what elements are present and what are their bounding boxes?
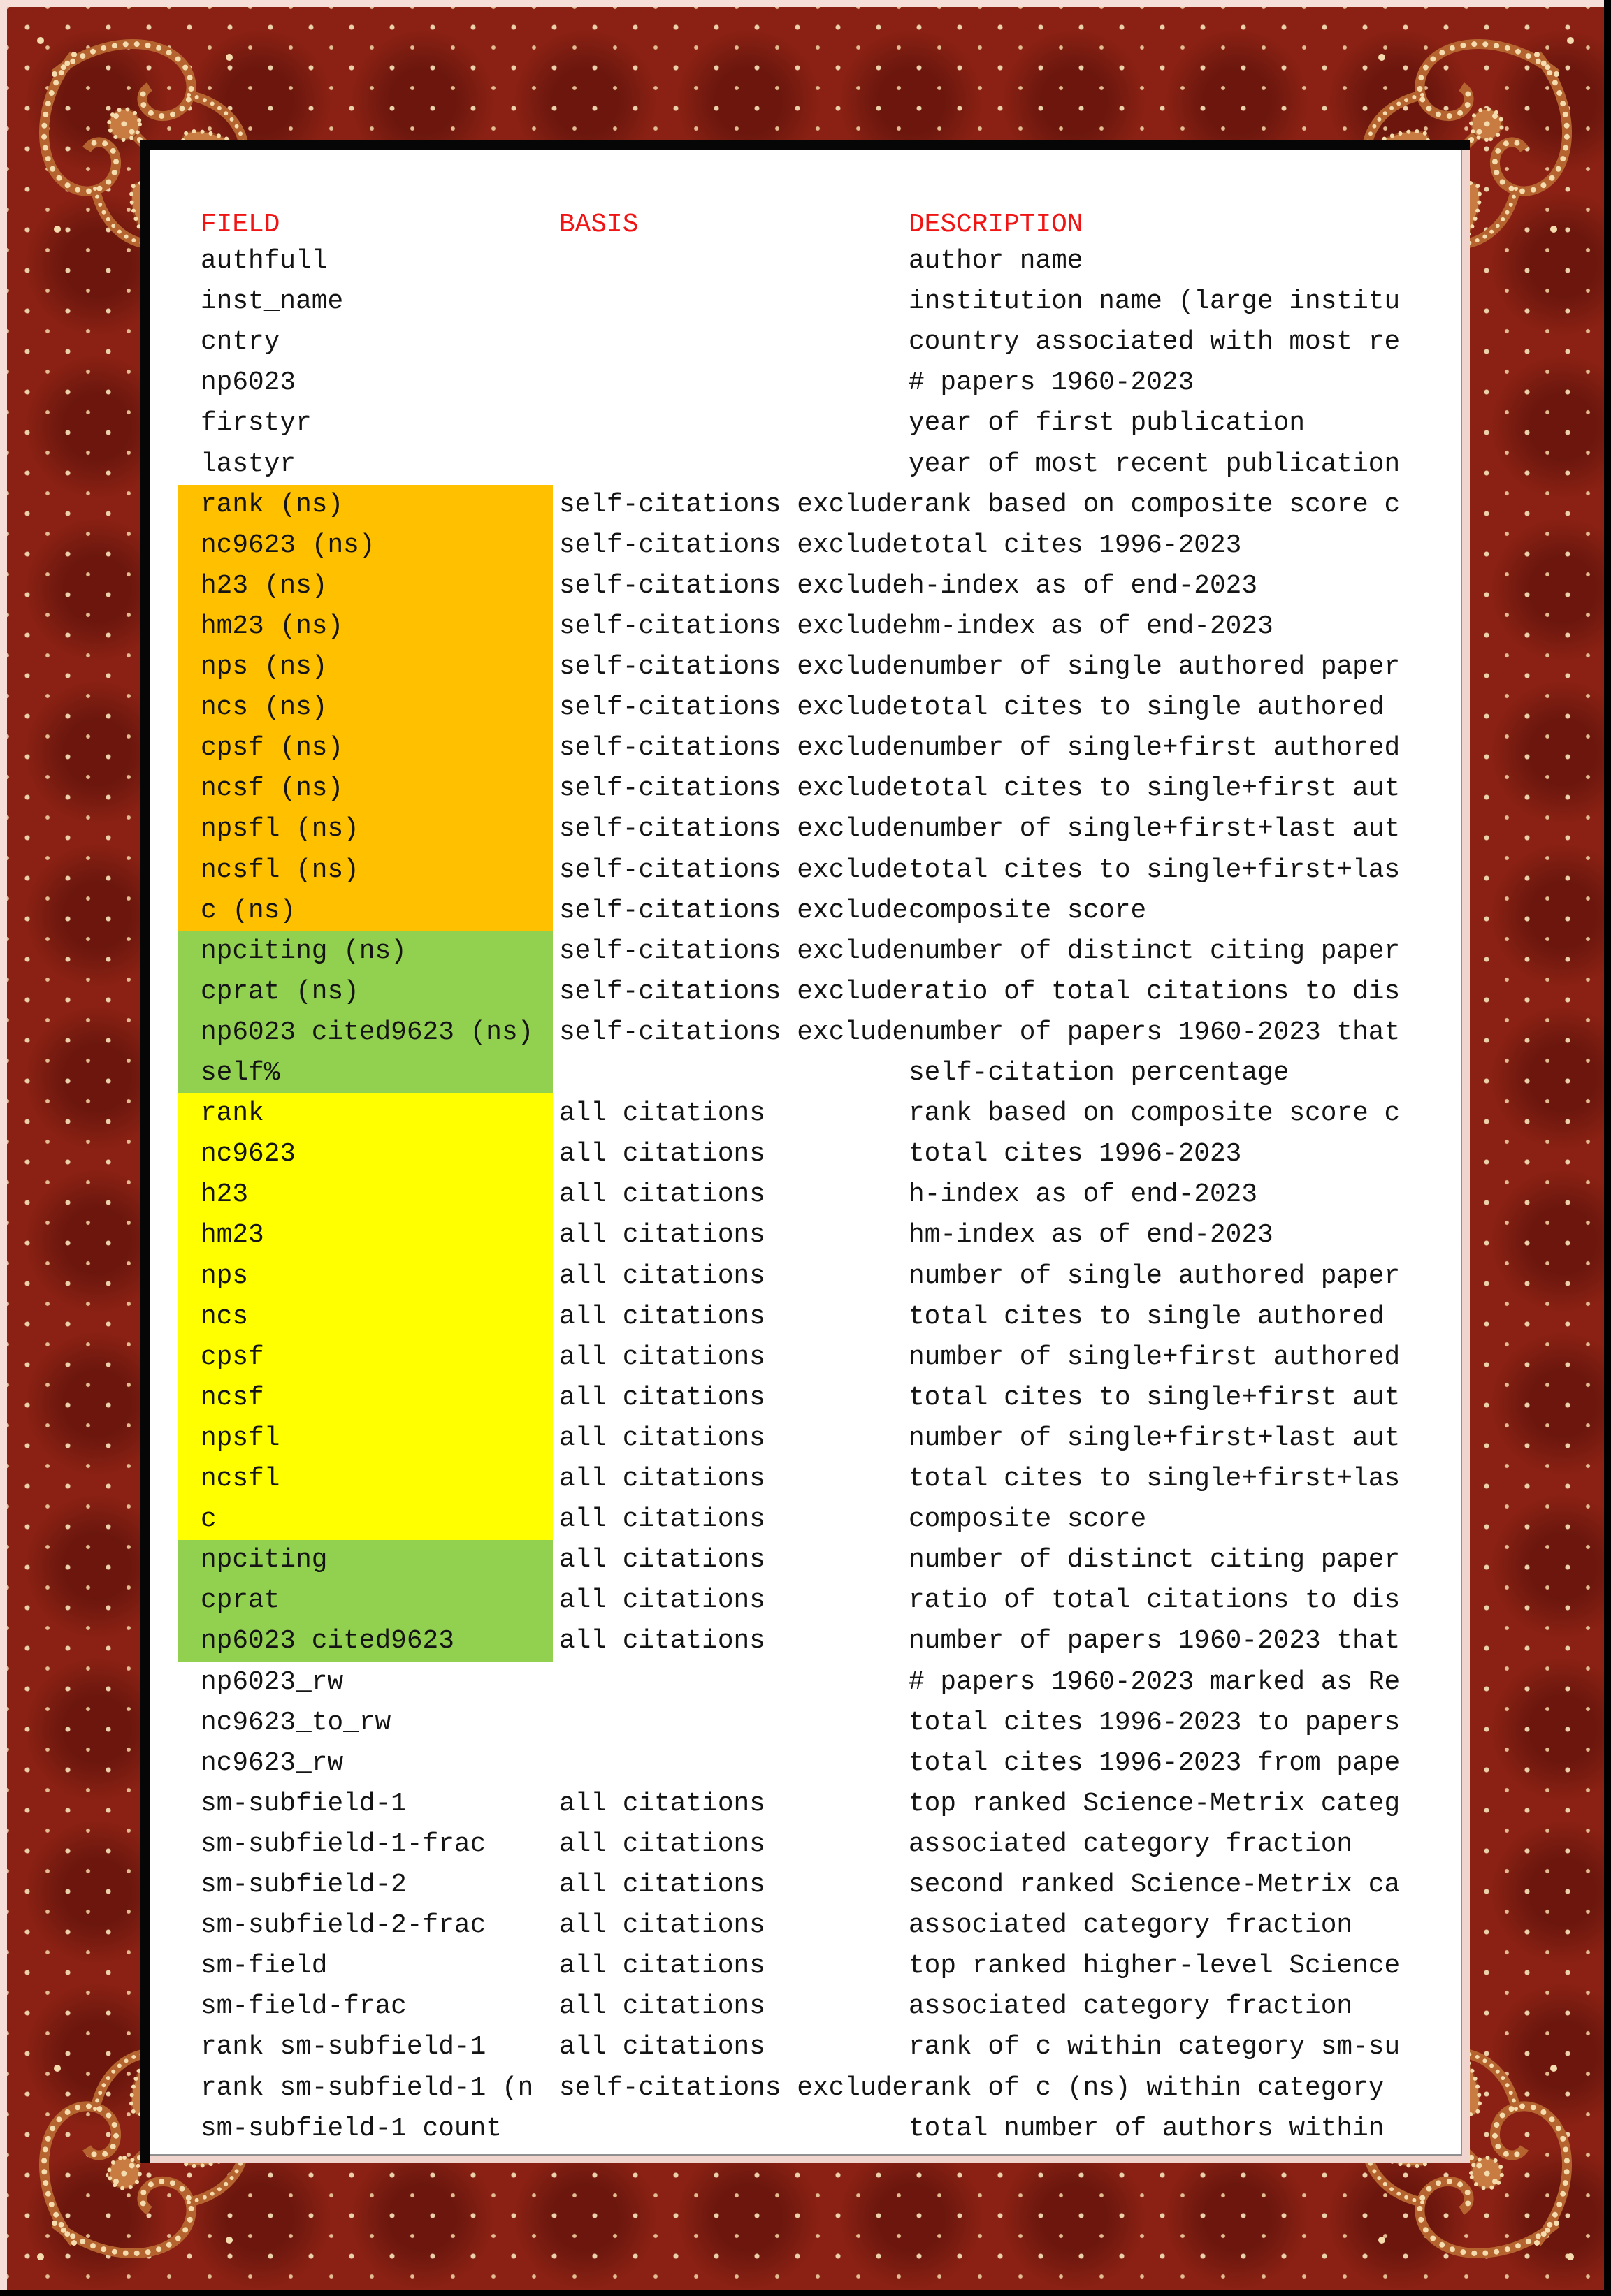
basis-cell: all citations xyxy=(559,1789,765,1819)
table-row xyxy=(150,1540,1461,1581)
description-cell: ratio of total citations to dis xyxy=(909,977,1401,1007)
table-row xyxy=(150,1499,1461,1540)
table-row xyxy=(150,972,1461,1012)
basis-cell: all citations xyxy=(559,1465,765,1494)
field-cell: nc9623_rw xyxy=(201,1748,344,1778)
basis-cell: all citations xyxy=(559,1627,765,1657)
table-row xyxy=(150,566,1461,606)
description-cell: top ranked Science-Metrix categ xyxy=(909,1789,1401,1819)
field-cell: npciting xyxy=(201,1546,328,1576)
field-cell: ncsfl (ns) xyxy=(201,855,359,885)
field-cell: sm-field-frac xyxy=(201,1992,407,2022)
row-highlight-yellow xyxy=(178,1499,553,1540)
description-cell: total cites 1996-2023 xyxy=(909,1140,1242,1170)
table-row xyxy=(150,1134,1461,1175)
table-row xyxy=(150,1784,1461,1824)
basis-cell: self-citations exclude xyxy=(559,774,909,804)
table-row xyxy=(150,1986,1461,2027)
field-cell: nc9623_to_rw xyxy=(201,1708,391,1738)
table-row xyxy=(150,1581,1461,1621)
table-row xyxy=(150,647,1461,688)
basis-cell: all citations xyxy=(559,1505,765,1535)
basis-cell: self-citations exclude xyxy=(559,530,909,560)
field-cell: nc9623 xyxy=(201,1140,296,1170)
table-row xyxy=(150,1297,1461,1337)
basis-cell: all citations xyxy=(559,1099,765,1129)
table-row xyxy=(150,769,1461,809)
description-cell: h-index as of end-2023 xyxy=(909,571,1258,601)
basis-cell: all citations xyxy=(559,1586,765,1616)
basis-cell: self-citations exclude xyxy=(559,815,909,845)
field-cell: nps xyxy=(201,1261,249,1291)
table-row xyxy=(150,322,1461,363)
basis-cell: all citations xyxy=(559,1992,765,2022)
table-row xyxy=(150,1337,1461,1378)
description-cell: associated category fraction xyxy=(909,1829,1353,1859)
description-cell: rank of c within category sm-su xyxy=(909,2033,1401,2063)
basis-cell: self-citations exclude xyxy=(559,2073,909,2103)
description-cell: number of single+first authored xyxy=(909,734,1401,764)
field-cell: sm-subfield-2 xyxy=(201,1870,407,1900)
basis-cell: all citations xyxy=(559,1140,765,1170)
basis-cell: all citations xyxy=(559,1829,765,1859)
inner-picture-frame xyxy=(140,140,1470,2163)
table-row xyxy=(150,1743,1461,1784)
table-row xyxy=(150,485,1461,525)
field-cell: self% xyxy=(201,1059,280,1088)
description-cell: total cites to single+first+las xyxy=(909,1465,1401,1494)
basis-cell: all citations xyxy=(559,2033,765,2063)
table-row xyxy=(150,1215,1461,1256)
field-cell: sm-subfield-1 count xyxy=(201,2114,502,2144)
field-cell: ncsf (ns) xyxy=(201,774,344,804)
basis-cell: all citations xyxy=(559,1302,765,1332)
field-cell: firstyr xyxy=(201,409,312,439)
field-cell: h23 xyxy=(201,1180,249,1210)
description-cell: number of single authored paper xyxy=(909,1261,1401,1291)
description-cell: institution name (large institu xyxy=(909,287,1401,317)
table-row xyxy=(150,282,1461,322)
table-row xyxy=(150,241,1461,282)
table-row xyxy=(150,850,1461,891)
description-cell: total cites to single+first aut xyxy=(909,1383,1401,1413)
table-row xyxy=(150,2027,1461,2068)
table-row xyxy=(150,1946,1461,1986)
basis-cell: all citations xyxy=(559,1952,765,1982)
field-cell: np6023 cited9623 (ns) xyxy=(201,1017,534,1047)
description-cell: total cites to single authored xyxy=(909,693,1385,723)
field-cell: cprat (ns) xyxy=(201,977,359,1007)
description-cell: year of most recent publication xyxy=(909,449,1401,479)
field-cell: ncs xyxy=(201,1302,249,1332)
description-cell: total cites to single+first aut xyxy=(909,774,1401,804)
table-row xyxy=(150,1418,1461,1459)
table-row xyxy=(150,1703,1461,1743)
field-cell: sm-field xyxy=(201,1952,328,1982)
table-row xyxy=(150,606,1461,647)
header-field: FIELD xyxy=(201,210,280,240)
field-cell: cprat xyxy=(201,1586,280,1616)
field-cell: hm23 xyxy=(201,1221,264,1251)
description-cell: # papers 1960-2023 xyxy=(909,368,1194,398)
description-cell: rank based on composite score c xyxy=(909,490,1401,520)
basis-cell: all citations xyxy=(559,1423,765,1453)
description-cell: number of single+first+last aut xyxy=(909,815,1401,845)
basis-cell: self-citations exclude xyxy=(559,693,909,723)
table-row xyxy=(150,1256,1461,1297)
description-cell: author name xyxy=(909,247,1083,276)
table-row xyxy=(150,1865,1461,1905)
table-row xyxy=(150,809,1461,850)
table-row xyxy=(150,1459,1461,1499)
basis-cell: self-citations exclude xyxy=(559,490,909,520)
table-row xyxy=(150,1378,1461,1418)
table-row xyxy=(150,2068,1461,2109)
table-row xyxy=(150,1053,1461,1093)
description-cell: second ranked Science-Metrix ca xyxy=(909,1870,1401,1900)
field-cell: np6023 cited9623 xyxy=(201,1627,454,1657)
basis-cell: all citations xyxy=(559,1870,765,1900)
field-cell: nc9623 (ns) xyxy=(201,530,375,560)
description-cell: number of papers 1960-2023 that xyxy=(909,1017,1401,1047)
description-cell: country associated with most re xyxy=(909,328,1401,358)
field-cell: lastyr xyxy=(201,449,296,479)
field-cell: nps (ns) xyxy=(201,653,328,682)
basis-cell: self-citations exclude xyxy=(559,977,909,1007)
basis-cell: self-citations exclude xyxy=(559,1017,909,1047)
table-row xyxy=(150,1175,1461,1215)
basis-cell: all citations xyxy=(559,1180,765,1210)
field-cell: cntry xyxy=(201,328,280,358)
field-cell: np6023_rw xyxy=(201,1667,344,1697)
field-cell: sm-subfield-2-frac xyxy=(201,1911,486,1941)
basis-cell: all citations xyxy=(559,1261,765,1291)
field-cell: ncsfl xyxy=(201,1465,280,1494)
description-cell: number of papers 1960-2023 that xyxy=(909,1627,1401,1657)
table-row xyxy=(150,525,1461,566)
field-cell: rank (ns) xyxy=(201,490,344,520)
header-basis: BASIS xyxy=(559,210,639,240)
table-row xyxy=(150,1621,1461,1662)
description-cell: hm-index as of end-2023 xyxy=(909,611,1273,641)
field-cell: rank sm-subfield-1 (n xyxy=(201,2073,534,2103)
basis-cell: self-citations exclude xyxy=(559,734,909,764)
basis-cell: all citations xyxy=(559,1546,765,1576)
field-cell: c xyxy=(201,1505,217,1535)
field-cell: npciting (ns) xyxy=(201,936,407,966)
description-cell: rank based on composite score c xyxy=(909,1099,1401,1129)
table-row xyxy=(150,1012,1461,1053)
field-cell: sm-subfield-1-frac xyxy=(201,1829,486,1859)
description-cell: number of distinct citing paper xyxy=(909,1546,1401,1576)
basis-cell: all citations xyxy=(559,1911,765,1941)
table-row xyxy=(150,1824,1461,1865)
description-cell: associated category fraction xyxy=(909,1992,1353,2022)
field-cell: rank xyxy=(201,1099,264,1129)
field-cell: h23 (ns) xyxy=(201,571,328,601)
basis-cell: self-citations exclude xyxy=(559,936,909,966)
description-cell: self-citation percentage xyxy=(909,1059,1289,1088)
field-cell: npsfl (ns) xyxy=(201,815,359,845)
description-cell: composite score xyxy=(909,1505,1147,1535)
field-cell: rank sm-subfield-1 xyxy=(201,2033,486,2063)
description-cell: rank of c (ns) within category xyxy=(909,2073,1385,2103)
table-row xyxy=(150,363,1461,403)
description-cell: total cites to single+first+las xyxy=(909,855,1401,885)
description-cell: hm-index as of end-2023 xyxy=(909,1221,1273,1251)
basis-cell: all citations xyxy=(559,1342,765,1372)
field-cell: ncs (ns) xyxy=(201,693,328,723)
field-cell: cpsf xyxy=(201,1342,264,1372)
field-cell: authfull xyxy=(201,247,328,276)
description-cell: # papers 1960-2023 marked as Re xyxy=(909,1667,1401,1697)
table-header-row xyxy=(150,205,1461,245)
description-cell: number of single+first authored xyxy=(909,1342,1401,1372)
basis-cell: self-citations exclude xyxy=(559,896,909,926)
basis-cell: all citations xyxy=(559,1221,765,1251)
table-row xyxy=(150,891,1461,931)
basis-cell: self-citations exclude xyxy=(559,653,909,682)
description-cell: total cites 1996-2023 from pape xyxy=(909,1748,1401,1778)
data-dictionary-sheet xyxy=(150,150,1462,2156)
table-row xyxy=(150,403,1461,444)
table-row xyxy=(150,1662,1461,1703)
description-cell: h-index as of end-2023 xyxy=(909,1180,1258,1210)
table-row xyxy=(150,1093,1461,1134)
table-row xyxy=(150,2109,1461,2149)
table-row xyxy=(150,1905,1461,1946)
field-cell: sm-subfield-1 xyxy=(201,1789,407,1819)
description-cell: year of first publication xyxy=(909,409,1306,439)
description-cell: ratio of total citations to dis xyxy=(909,1586,1401,1616)
table-row xyxy=(150,444,1461,485)
description-cell: top ranked higher-level Science xyxy=(909,1952,1401,1982)
description-cell: associated category fraction xyxy=(909,1911,1353,1941)
field-cell: cpsf (ns) xyxy=(201,734,344,764)
table-row xyxy=(150,728,1461,769)
basis-cell: self-citations exclude xyxy=(559,571,909,601)
field-cell: ncsf xyxy=(201,1383,264,1413)
table-row xyxy=(150,931,1461,972)
description-cell: number of single authored paper xyxy=(909,653,1401,682)
description-cell: total cites 1996-2023 to papers xyxy=(909,1708,1401,1738)
description-cell: number of single+first+last aut xyxy=(909,1423,1401,1453)
field-cell: c (ns) xyxy=(201,896,296,926)
field-cell: hm23 (ns) xyxy=(201,611,344,641)
basis-cell: self-citations exclude xyxy=(559,855,909,885)
description-cell: composite score xyxy=(909,896,1147,926)
description-cell: total cites 1996-2023 xyxy=(909,530,1242,560)
field-cell: inst_name xyxy=(201,287,344,317)
description-cell: total cites to single authored xyxy=(909,1302,1385,1332)
table-row xyxy=(150,688,1461,728)
description-cell: total number of authors within xyxy=(909,2114,1385,2144)
basis-cell: self-citations exclude xyxy=(559,611,909,641)
description-cell: number of distinct citing paper xyxy=(909,936,1401,966)
header-description: DESCRIPTION xyxy=(909,210,1083,240)
field-cell: npsfl xyxy=(201,1423,280,1453)
field-cell: np6023 xyxy=(201,368,296,398)
basis-cell: all citations xyxy=(559,1383,765,1413)
